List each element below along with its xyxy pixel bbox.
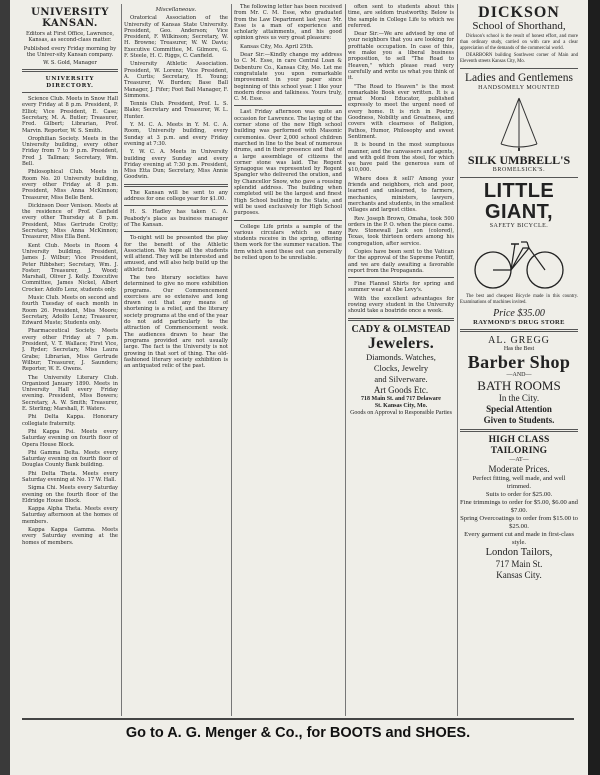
directory-entry: Kappa Alpha Theta. Meets every Saturday afternoon at the homes of members. <box>22 506 118 525</box>
misc-entry: University Athletic Association. President, W. Lorenz; Vice President, A. Curtis; Secretary, H. Young; Treasurer, W. Burden; Base Ball Manager, J. Fifer; Foot Ball Manager, F. Simmons. <box>124 61 228 99</box>
dickson-subtitle: School of Shorthand, <box>472 20 566 32</box>
article-paragraph: Kansas City, Mo. April 25th. <box>240 43 314 50</box>
column-4 <box>348 4 454 716</box>
misc-entry: Y. M. C. A. Meets in Y. M. C. A. Room, University building, every Sunday at 3 p.m. and every Friday evening at 7:30. <box>124 122 228 147</box>
column-rule <box>121 4 122 716</box>
directory-entry: Phi Kappa Psi. Meets every Saturday evening on fourth floor of Opera House Block. <box>22 428 118 448</box>
masthead-title: UNIVERSITY KANSAN. <box>31 7 109 29</box>
article-paragraph: It is bound in the most sumptuous manner, and the canvassers and agents, and with gold from the steel, for which we have paid the generous sum of $10,000. <box>348 142 454 174</box>
directory-entry: Sigma Chi. Meets every Saturday evening on the fourth floor of the Eldridge House Block. <box>22 485 118 504</box>
article-paragraph: Copies have been sent to the Vatican for the approval of the Supreme Pontiff, and we are daily awaiting a favorable report from the Propaganda. <box>348 248 454 274</box>
special-attention: Special Attention <box>486 403 552 414</box>
article-paragraph: Dear Sir:—We are advised by one of your neighbors that you are looking for profitable occupation. In case of this, we make you a liberal business proposition, to sell "The Road to Heaven," which please read very carefully and write us what you think of it. <box>348 31 454 82</box>
mounted-label: HANDSOMELY MOUNTED <box>478 84 560 91</box>
store-name: BROMELSICK'S. <box>492 166 546 173</box>
tailoring-heading: HIGH CLASS TAILORING <box>488 434 550 456</box>
given-students: Given to Students. <box>483 414 555 425</box>
notice: The Kansan will be sent to any address for one college year for $1.00. <box>124 189 228 203</box>
little-giant-title: LITTLE GIANT, <box>483 179 555 223</box>
article-paragraph: The following letter has been received from Mr. C. M. Esse, who graduated from the Law Department last year. Mr. Esse is a man of experience and scholarly attainments, and his good opinion gives us very great pleasure: <box>234 4 342 42</box>
umbrella-heading: SILK UMBRELL'S <box>467 152 571 167</box>
misc-title: Miscellaneous. <box>155 7 197 13</box>
directory-entry: Phi Delta Theta. Meets every Saturday evening at No. 17 W. Hall. <box>22 470 118 483</box>
and-label: —AND— <box>506 371 532 378</box>
london-tailors: London Tailors, <box>485 546 553 558</box>
article-paragraph: Dear Sir:—Kindly change my address to C. M. Esse, in care Central Loan & Debenture Co., Kansas City, Mo. Let me congratulate you upon remarkable improvement in your paper since beginning of this school year. I like your modern dress and talkiness. Yours truly, C. M. Esse. <box>234 52 342 103</box>
jeweler-ad <box>348 324 454 417</box>
directory-entry: Dickinson Deer Venison. Meets at the residence of Prof. Canfield every other Thursday at 8 p.m. President, Miss Gertrude Crotty; Secretary, Miss Anna McKinnon; Treasurer, Miss Ella Bent. <box>22 202 118 241</box>
bath-heading: BATH ROOMS <box>477 377 561 393</box>
article-paragraph: Last Friday afternoon was quite an occasion for Lawrence. The laying of the corner stone of the new High school building was performed with Masonic ceremonies. Over 2,000 school children marched in line to the beat of numerous drums, and in their presence and that of a large assemblage of citizens the corner stone was laid. The Regent Synagogue was represented by Regent Spangler who delivered the oration, and by Chancellor Snow, who gave a rousing splendid address. The building when completed will be the largest and finest High School building in the State, and will be used exclusively for High School purposes. <box>234 109 342 217</box>
bicycle-icon <box>471 232 567 292</box>
dickson-ad <box>460 4 578 65</box>
jeweler-name: CADY & OLMSTEAD <box>351 323 451 335</box>
column-rule <box>457 4 458 716</box>
article-paragraph: Rev. Joseph Brown, Omaha, took 500 orders in the P. O. when the piece came. Rev. Stonewall Jack son (colored), Texas, took thirteen orders among his congregation, after service. <box>348 215 454 247</box>
directory-entry: Phi Delta Kappa. Honorary collegiate fraternity. <box>22 414 118 427</box>
directory-entry: Philosophical Club. Meets in Room No. 20 University building, every other Friday at 8 p.m. President, Miss Anna McKinnon; Treasurer, Miss Belle Bent. <box>22 169 118 201</box>
jeweler-note: Goods on Approval to Responsible Parties <box>350 409 452 416</box>
page-edge-right <box>588 0 600 775</box>
in-city: In the City. <box>498 392 540 403</box>
tailoring-line: Suits to order for $25.00. <box>485 490 553 498</box>
column-1 <box>22 4 118 716</box>
article-paragraph: To-night will be presented the play for the benefit of the Athletic Association. We hope all the students will attend. They will be interested and amused, and will also help build up the athletic fund. <box>124 235 228 273</box>
tailoring-line: Spring Overcoatings to order from $15.00 to $25.00. <box>460 514 578 530</box>
moderate-prices: Moderate Prices. <box>488 463 550 474</box>
at-label: —AT— <box>509 456 529 463</box>
masthead-intro: Editors at First Office, Lawrence, Kansas, as second-class matter. <box>25 31 115 44</box>
jeweler-address: 718 Main St. and 717 Delaware <box>361 395 441 402</box>
bicycle-ad <box>460 181 578 326</box>
dickson-text: Dickson's school is the result of honest effort, and more than ordinary study, carried on with care and a clear appreciation of the demands of the commercial world. <box>460 34 578 51</box>
directory-entry: Kent Club. Meets in Room 4 University building. President, James J. Wilbur; Vice President, Peter Ribbsher; Secretary, Wm. J. Foster; Treasurer, J. Wood; Marshall, Oliver J. Kelly. Executive Committee, James Nickel, Albert Crocker. Adolfo Lenz, students only. <box>22 242 118 293</box>
article-paragraph: College Life prints a sample of the various circulars which so many students receive in the spring, offering them work for the summer vacation. The firm which send these out can generally be relied upon to be unreliable. <box>234 223 342 261</box>
notice: H. S. Hadley has taken C. A. Peabody's place as business manager of The Kansan. <box>124 209 228 228</box>
column-3 <box>234 4 342 716</box>
newspaper-page <box>10 0 588 775</box>
article-paragraph: With the excellent advantages for rowing every student in the University should take a boatride once a week. <box>348 295 454 315</box>
jeweler-line: and Silverware. <box>374 373 428 384</box>
has-best: Has the Best <box>503 345 535 352</box>
safety-label: SAFETY BICYCLE. <box>489 222 549 229</box>
boots-shoes-banner: Go to A. G. Menger & Co., for BOOTS and SHOES. <box>22 718 574 744</box>
bicycle-price: Price $35.00 <box>493 307 545 319</box>
jeweler-city: St. Kansas City, Mo. <box>374 402 428 409</box>
directory-entry: Music Club. Meets on second and fourth Tuesday of each month in Room 26. President, Miss Moore; Secretary, Adolfo Lenz; Treasurer, Edward Muste; Students only. <box>22 294 118 327</box>
barber-ad <box>460 335 578 426</box>
article-paragraph: Fine Flannel Shirts for spring and summer wear at Abe Levy's. <box>348 281 454 294</box>
jeweler-title: Jewelers. <box>367 334 435 352</box>
directory-title: UNIVERSITY DIRECTORY. <box>45 76 95 89</box>
misc-entry: Tennis Club. President, Prof. L. S. Blake; Secretary and Treasurer, W. L. Hunter. <box>124 101 228 120</box>
gregg-name: AL. GREGG <box>488 334 550 346</box>
masthead-staff: Published every Friday morning by the Univer-sity Kansan company. <box>23 45 117 58</box>
article-paragraph: The two literary societies have determined to give no more exhibition programs. Our Commencement exercises are so extensive and long drawn out that any means of shortening is a relief, and the literary society programs at the end of the year do not add particularly to the attraction of Commencement week. The audiences drawn to hear the programs provided are not usually large. The fact is the University is not growing in that sort of thing. The old-fashioned literary society exhibition is an antiquated relic of the past. <box>124 274 228 370</box>
misc-entry: Oratorical Association of the University of Kansas State University. President, Geo. Anderson; Vice President, F. Wilkinson; Secretary, W. H. Browne; Treasurer, W. W. Davis; Executive Committee, M. Gilmore, G. F. Steele, H. C. Riggs, C. Canfield. <box>124 15 228 60</box>
article-paragraph: Where does it sell? Among your friends and neighbors, rich and poor, learned and unlearned, to farmers, mechanics, ministers, lawyers, merchants and students, in the smallest villages and largest cities. <box>348 175 454 214</box>
ladies-heading: Ladies and Gentlemens <box>465 71 573 84</box>
directory-entry: Orophilian Society. Meets in the University building, every other Friday from 7 to 9 p.m. President, Fred J. Tallman; Secretary, Wm. Bell. <box>22 135 118 168</box>
tailoring-line: Fine trimmings to order for $5.00, $6.00 and $7.00. <box>460 498 578 514</box>
umbrella-icon <box>489 94 549 152</box>
jeweler-line: Diamonds. Watches, <box>366 351 436 362</box>
drug-store: RAYMOND'S DRUG STORE <box>473 318 565 326</box>
masthead-manager: W. S. Gold, Manager <box>43 60 97 67</box>
directory-entry: Phi Gamma Delta. Meets every Saturday evening on fourth floor of Douglas County Bank building. <box>22 449 118 469</box>
barber-heading: Barber Shop <box>467 351 571 372</box>
misc-entry: Y. W. C. A. Meets in University building every Sunday and every Friday evening at 7:30 p.m. President, Miss Etta Dun; Secretary, Miss Annie Goodwin. <box>124 149 228 181</box>
column-5 <box>460 4 578 716</box>
umbrella-ad <box>460 72 578 174</box>
directory-entry: Kappa Kappa Gamma. Meets every Saturday evening at the homes of members. <box>22 527 118 546</box>
tailoring-line: Perfect fitting, well made, and well trimmed. <box>472 474 566 490</box>
article-paragraph: "The Road to Heaven" is the most remarkable Book ever written. It is a great Moral Educator, published expressly to meet the urgent need of every home. It is rich in Poetry, Goodness, Nobility and Greatness, and covers with clearness of Religion, Pathos, Humor, Philosophy and sweet Sentiment. <box>348 83 454 140</box>
dickson-title: DICKSON <box>478 4 560 21</box>
column-rule <box>345 4 346 716</box>
dickson-address: DEARBORN building Southwest corner of Main and Eleventh streets Kansas City, Mo. <box>460 53 578 65</box>
jeweler-line: Art Goods Etc. <box>373 384 429 395</box>
directory-entry: Science Club. Meets in Snow Hall every Friday at 8 p.m. President, P. Elliot; Vice President, E. Case; Secretary, M. A. Butler; Treasurer, Fred. Gilbert; Librarian, Prof. Marvin. Reporter, W. S. Smith. <box>22 96 118 134</box>
tailor-address: 717 Main St. <box>495 558 543 569</box>
directory-entry: The University Literary Club. Organized January 1890. Meets in University Hall every Friday evening. President, Miss Bowers; Secretary, A. W. Smith; Treasurer, E. Sterling; Marshall, F. Waters. <box>22 374 118 413</box>
column-2 <box>124 4 228 716</box>
jeweler-line: Clocks, Jewelry <box>373 362 429 373</box>
tailoring-line: Every garment cut and made in first-class style. <box>464 530 574 546</box>
bicycle-text: The best and cheapest Bicycle made in this country. Examinations of machines invited. <box>460 293 578 305</box>
article-paragraph: often sent to students about this time, are seldom trustworthy. Below is the sample in College Life to which we referred. <box>348 4 454 29</box>
tailoring-ad <box>460 435 578 581</box>
column-rule <box>231 4 232 716</box>
page-edge-left <box>0 0 10 775</box>
directory-entry: Pharmaceutical Society. Meets every other Friday at 7 p.m. President, V. T. Wallace; First Vice, J. Ryder; Secretary, Miss Laura Grabe; Librarian, Miss Gertrude Wilbur; Treasurer, J. Saunders; Reporter, W. E. Owens. <box>22 328 118 373</box>
tailor-city: Kansas City. <box>496 569 542 580</box>
